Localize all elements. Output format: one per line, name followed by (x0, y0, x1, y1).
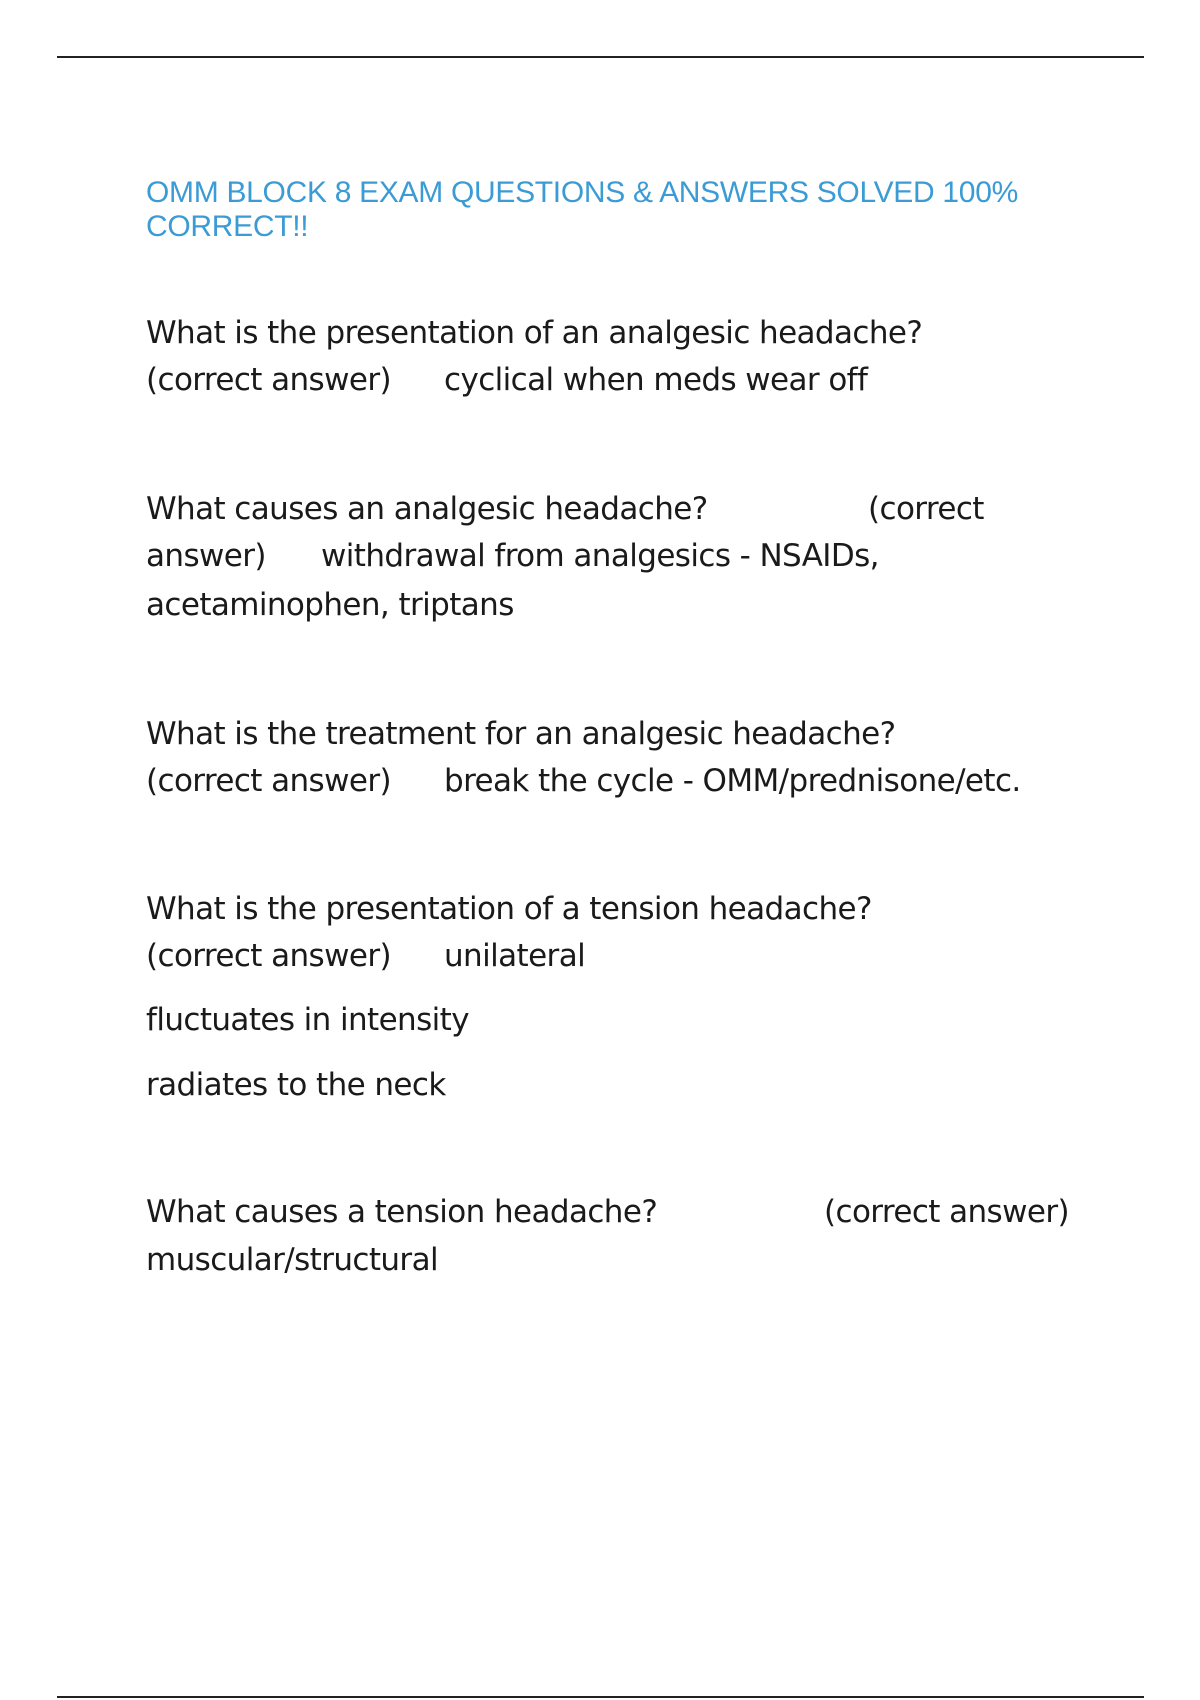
answer-label-continued: answer) (146, 538, 266, 574)
document-title: OMM BLOCK 8 EXAM QUESTIONS & ANSWERS SOLVED 100% CORRECT!! (146, 176, 1018, 243)
question-text: What is the presentation of an analgesic headache? (146, 315, 923, 351)
question-text: What causes an analgesic headache? (146, 491, 708, 527)
answer-label: (correct answer) (146, 763, 391, 799)
answer-label: (correct answer) (146, 938, 391, 974)
question-text: What causes a tension headache? (146, 1194, 658, 1230)
footer-rule (57, 1696, 1144, 1698)
answer-text: fluctuates in intensity (146, 1002, 469, 1038)
answer-text: withdrawal from analgesics - NSAIDs, (321, 538, 879, 574)
question-text: What is the treatment for an analgesic headache? (146, 716, 896, 752)
answer-label: (correct answer) (824, 1194, 1069, 1230)
answer-text: unilateral (444, 938, 586, 974)
answer-text: radiates to the neck (146, 1067, 446, 1103)
answer-label: (correct (868, 491, 984, 527)
question-text: What is the presentation of a tension headache? (146, 891, 872, 927)
answer-text: cyclical when meds wear off (444, 362, 868, 398)
answer-text: muscular/structural (146, 1242, 438, 1278)
header-rule (57, 56, 1144, 58)
answer-label: (correct answer) (146, 362, 391, 398)
answer-text: break the cycle - OMM/prednisone/etc. (444, 763, 1021, 799)
answer-text: acetaminophen, triptans (146, 587, 514, 623)
